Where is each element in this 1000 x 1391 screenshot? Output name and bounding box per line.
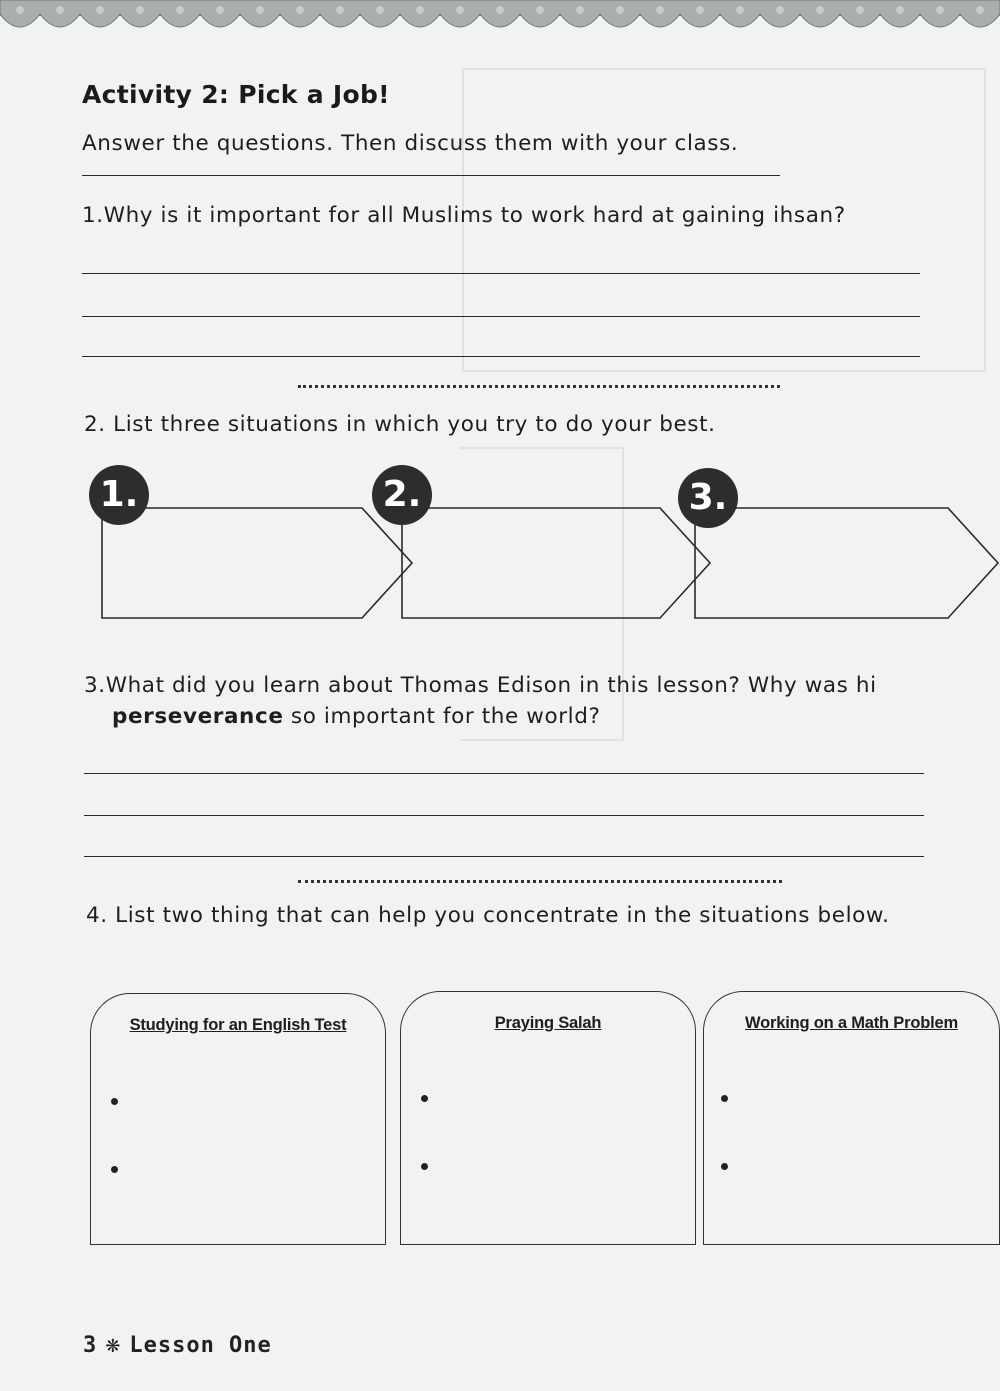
card-title: Studying for an English Test <box>129 1016 347 1034</box>
page-footer <box>83 1333 272 1358</box>
question-3-text-rest: so important for the world? <box>283 704 601 729</box>
question-2-text: List three situations in which you try to do your best. <box>113 412 716 437</box>
flower-icon: ❋ <box>105 1336 122 1357</box>
number-circle-2: 2. <box>372 465 432 525</box>
answer-line[interactable] <box>84 856 924 857</box>
situation-card <box>90 993 386 1245</box>
bullet-point <box>111 1098 118 1105</box>
bullet-point <box>421 1163 428 1170</box>
situation-card <box>400 991 696 1245</box>
lesson-label: Lesson One <box>129 1333 272 1358</box>
question-3-number: 3. <box>84 673 106 698</box>
number-circle-3: 3. <box>678 468 738 528</box>
question-4-number: 4. <box>86 903 108 928</box>
situation-card <box>703 991 1000 1245</box>
bullet-point <box>111 1166 118 1173</box>
question-1-number: 1. <box>82 203 104 228</box>
bullet-point <box>721 1163 728 1170</box>
question-3-emphasis: perseverance <box>112 704 284 729</box>
question-2-number: 2. <box>84 412 106 437</box>
answer-line[interactable] <box>84 815 924 816</box>
question-3-line2 <box>112 704 601 729</box>
question-3 <box>84 673 877 698</box>
arrow-box-1 <box>102 508 412 618</box>
arrow-box-3 <box>695 508 998 618</box>
bullet-point <box>421 1095 428 1102</box>
answer-line[interactable] <box>84 773 924 774</box>
activity-title: Activity 2: Pick a Job! <box>82 80 390 109</box>
question-3-text: What did you learn about Thomas Edison in this lesson? Why was hi <box>105 673 877 698</box>
card-title: Praying Salah <box>494 1014 602 1032</box>
arrow-box-2 <box>402 508 710 618</box>
question-4 <box>86 903 890 928</box>
number-circle-1: 1. <box>89 465 149 525</box>
dotted-separator <box>298 880 782 883</box>
activity-instructions: Answer the questions. Then discuss them with your class. <box>82 131 739 156</box>
question-4-text: List two thing that can help you concentrate in the situations below. <box>115 903 890 928</box>
page-number: 3 <box>83 1333 98 1358</box>
card-title: Working on a Math Problem <box>745 1014 958 1032</box>
bullet-point <box>721 1095 728 1102</box>
question-1-text: Why is it important for all Muslims to work hard at gaining ihsan? <box>103 203 846 228</box>
